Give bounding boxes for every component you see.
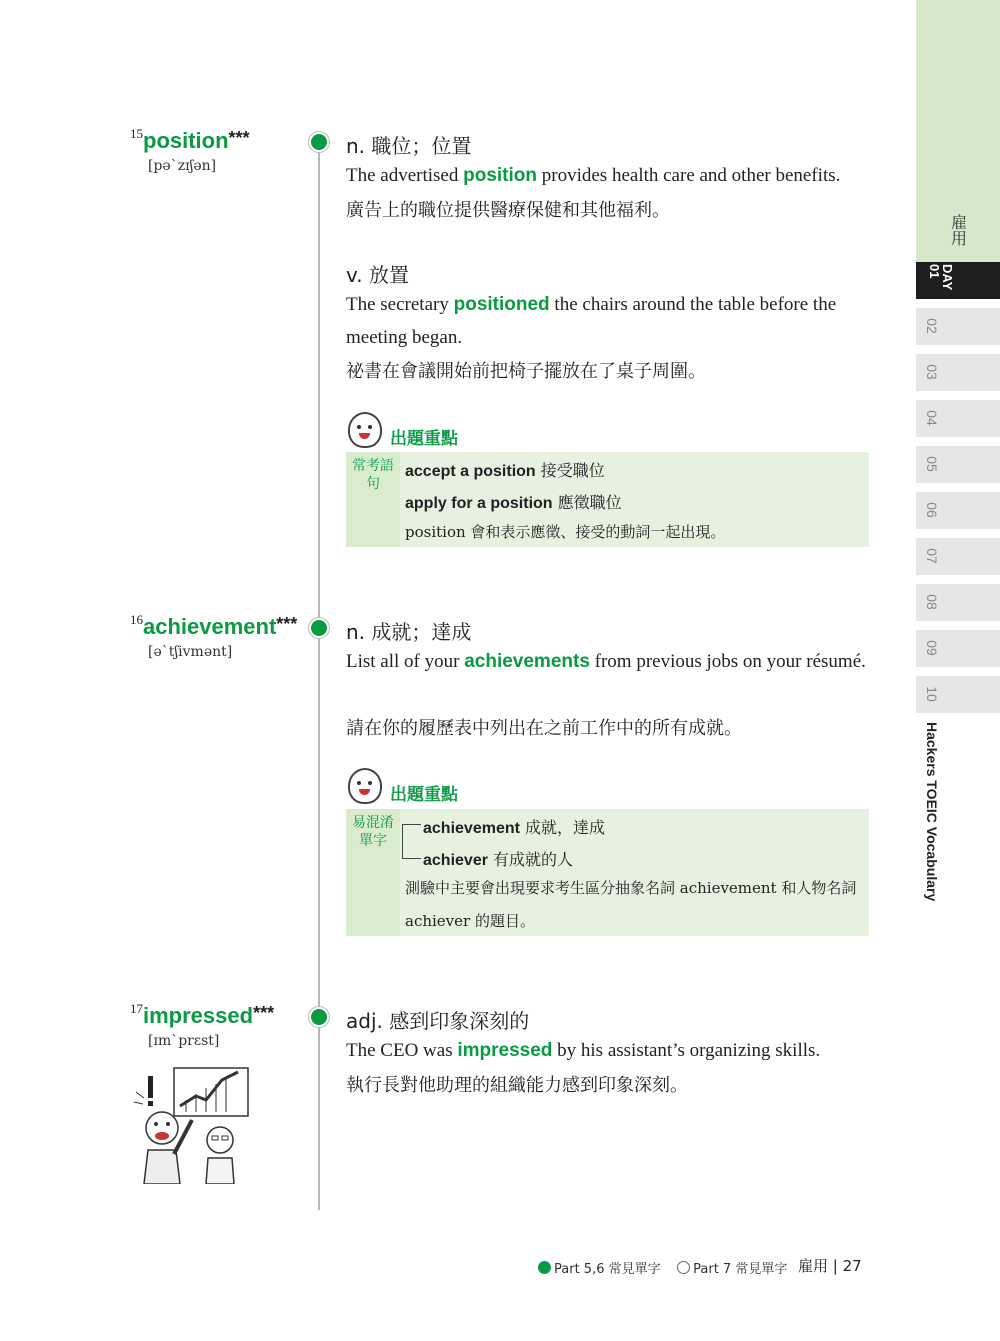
example-translation: 請在你的履歷表中列出在之前工作中的所有成就。	[346, 718, 742, 739]
entry-number: 15	[130, 126, 143, 141]
headword-achievement	[130, 614, 297, 660]
legend-filled-dot-icon	[538, 1261, 551, 1274]
sense-pos: adj. 感到印象深刻的	[346, 1009, 530, 1033]
footer-category: 雇用	[798, 1257, 829, 1275]
day-tab-bar	[916, 0, 1000, 1341]
example-translation: 執行長對他助理的組織能力感到印象深刻。	[346, 1075, 688, 1096]
tab-day-05[interactable]: 05	[916, 446, 1000, 483]
tip-phrase: accept a position 接受職位	[405, 461, 605, 480]
frequency-stars: ***	[253, 1003, 275, 1023]
tip-box	[346, 809, 869, 936]
tab-day-09[interactable]: 09	[916, 630, 1000, 667]
pronunciation: [əˋtʃivmənt]	[148, 644, 233, 660]
tab-day-04[interactable]: 04	[916, 400, 1000, 437]
pronunciation: [ɪmˋprɛst]	[148, 1033, 220, 1049]
tip-note: position 會和表示應徵、接受的動詞一起出現。	[405, 523, 726, 541]
entry-number: 17	[130, 1001, 143, 1016]
example-sentence: The CEO was impressed by his assistant’s organizing skills.	[346, 1040, 821, 1061]
teacher-face-icon	[348, 412, 382, 448]
impressed-cartoon-illustration	[130, 1062, 252, 1184]
tab-day-06[interactable]: 06	[916, 492, 1000, 529]
tip-title: 出題重點	[390, 785, 458, 805]
tip-note: 測驗中主要會出現要求考生區分抽象名詞 achievement 和人物名詞 achiever 的題目。	[405, 879, 857, 930]
tip-tag: 常考語句	[346, 452, 400, 547]
footer-separator: |	[832, 1257, 838, 1275]
day-number: 01	[927, 264, 942, 279]
sense-pos: n. 職位；位置	[346, 134, 472, 158]
entry-number: 16	[130, 612, 143, 627]
tab-day-07[interactable]: 07	[916, 538, 1000, 575]
example-sentence: The advertised position provides health care and other benefits.	[346, 165, 841, 186]
page-number-area	[798, 1255, 862, 1276]
confusable-bracket	[402, 824, 421, 859]
footer-legend	[538, 1258, 787, 1277]
tip-phrase: achievement 成就，達成	[423, 818, 606, 837]
tab-day-03[interactable]: 03	[916, 354, 1000, 391]
sense-pos: v. 放置	[346, 263, 409, 287]
tab-day-02[interactable]: 02	[916, 308, 1000, 345]
headword: impressed	[143, 1003, 254, 1028]
teacher-face-icon	[348, 768, 382, 804]
headword: achievement	[143, 614, 277, 639]
example-translation: 祕書在會議開始前把椅子擺放在了桌子周圍。	[346, 361, 706, 382]
headword-impressed	[130, 1003, 274, 1049]
day-label: DAY	[940, 264, 955, 291]
headword-position	[130, 128, 250, 174]
entry-marker-icon	[309, 132, 329, 152]
frequency-stars: ***	[276, 614, 298, 634]
tip-tag: 易混淆單字	[346, 809, 400, 936]
headword: position	[143, 128, 229, 153]
legend-part56: Part 5,6 常見單字	[554, 1262, 661, 1277]
entry-marker-icon	[309, 618, 329, 638]
pronunciation: [pəˋzɪʃən]	[148, 158, 217, 174]
example-sentence: List all of your achievements from previous jobs on your résumé.	[346, 651, 866, 672]
chapter-category: 雇用	[948, 214, 968, 246]
sense-pos: n. 成就；達成	[346, 620, 472, 644]
tab-day-current[interactable]	[916, 262, 1000, 299]
tip-title: 出題重點	[390, 429, 458, 449]
page-number: 27	[842, 1257, 862, 1275]
tab-day-10[interactable]: 10	[916, 676, 1000, 713]
tip-box	[346, 452, 869, 547]
book-brand: Hackers TOEIC Vocabulary	[924, 722, 940, 902]
tip-phrase: apply for a position 應徵職位	[405, 493, 622, 512]
legend-part7: Part 7 常見單字	[693, 1262, 788, 1277]
tip-phrase: achiever 有成就的人	[423, 850, 574, 869]
example-translation: 廣告上的職位提供醫療保健和其他福利。	[346, 200, 670, 221]
timeline-line	[318, 140, 320, 1210]
frequency-stars: ***	[228, 128, 250, 148]
entry-marker-icon	[309, 1007, 329, 1027]
legend-empty-dot-icon	[677, 1261, 690, 1274]
example-sentence: The secretary positioned the chairs around the table before the meeting began.	[346, 294, 837, 348]
tab-day-08[interactable]: 08	[916, 584, 1000, 621]
